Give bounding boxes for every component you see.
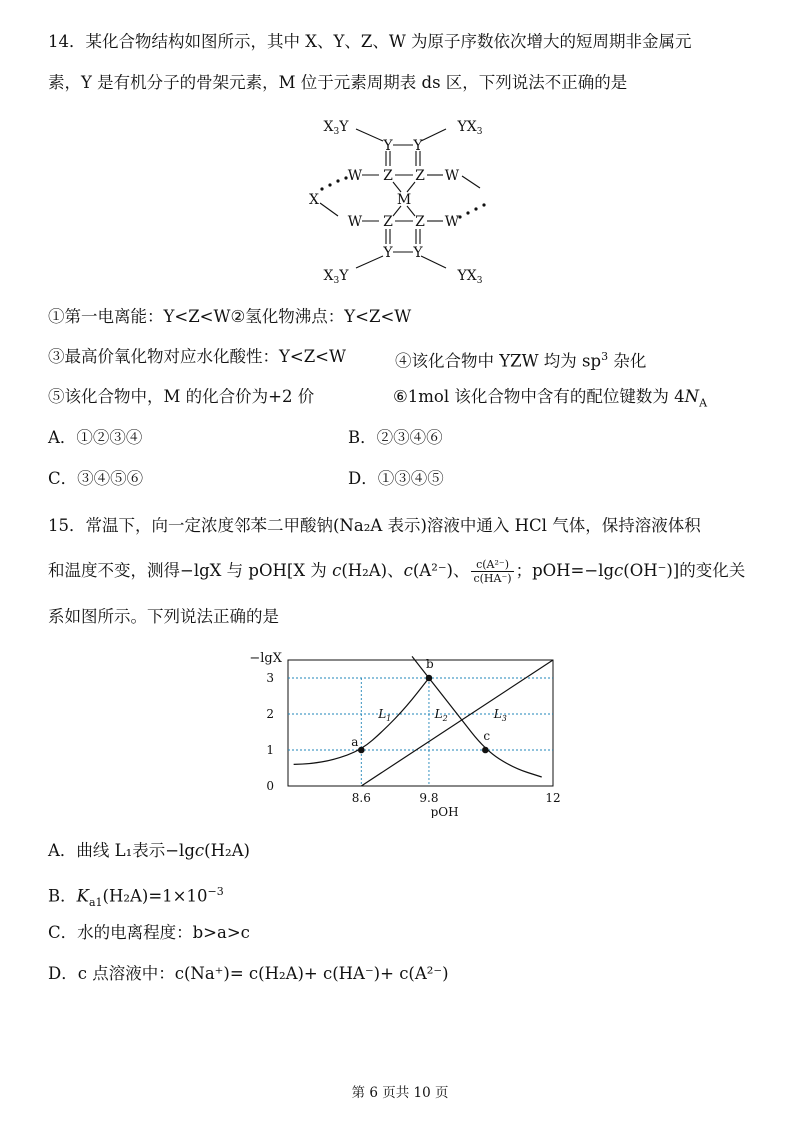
curve-label-2: $L_2$ bbox=[434, 707, 448, 723]
q15-option-c[interactable]: C．水的电离程度：b>a>c bbox=[48, 923, 250, 942]
point-b bbox=[426, 675, 433, 682]
svg-text:Z: Z bbox=[383, 214, 393, 230]
q14-structure-diagram bbox=[300, 108, 530, 298]
q14-option-a[interactable]: A．①②③④ bbox=[48, 428, 143, 447]
y-tick-label-1: 1 bbox=[266, 743, 274, 757]
svg-text:Z: Z bbox=[415, 214, 425, 230]
svg-text:YX3: $YX_3$ bbox=[457, 119, 483, 137]
y-axis-label: −lgX bbox=[249, 651, 282, 666]
atom-z: Z bbox=[383, 168, 393, 184]
q14-option-d[interactable]: D．①③④⑤ bbox=[348, 469, 444, 488]
q15-option-d[interactable]: D．c 点溶液中：c(Na⁺)= c(H₂A)+ c(HA⁻)+ c(A²⁻) bbox=[48, 964, 449, 983]
svg-text:Y: Y bbox=[413, 245, 423, 261]
q14-stem-line1: 14．某化合物结构如图所示，其中 X、Y、Z、W 为原子序数依次增大的短周期非金属元 bbox=[48, 32, 692, 51]
point-label-a: a bbox=[351, 735, 359, 749]
q15-option-a[interactable]: A．曲线 L₁表示−lgc(H₂A) bbox=[48, 841, 250, 860]
x-tick-label-12: 12 bbox=[545, 791, 561, 805]
x3y-upper-label: X bbox=[323, 119, 334, 135]
q14-statement-5: ⑤该化合物中，M 的化合价为+2 价 bbox=[48, 387, 315, 406]
svg-text:X3Y: $X_3Y$ bbox=[323, 119, 349, 137]
series-L2 bbox=[412, 656, 542, 777]
x-tick-label-9.8: 9.8 bbox=[419, 791, 439, 805]
atom-y: Y bbox=[383, 138, 393, 154]
q15-stem-line1: 15．常温下，向一定浓度邻苯二甲酸钠(Na₂A 表示)溶液中通入 HCl 气体，保持溶液体积 bbox=[48, 516, 701, 535]
point-a bbox=[358, 747, 365, 754]
q14-statements-line1: ①第一电离能：Y<Z<W②氢化物沸点：Y<Z<W bbox=[48, 307, 412, 326]
curve-label-3: $L_3$ bbox=[493, 707, 507, 723]
atom-w: W bbox=[347, 168, 363, 184]
x-axis-label: pOH bbox=[430, 805, 459, 818]
q14-option-c[interactable]: C．③④⑤⑥ bbox=[48, 469, 144, 488]
svg-text:Y: Y bbox=[383, 245, 393, 261]
q15-stem-line3: 系如图所示。下列说法正确的是 bbox=[48, 607, 279, 626]
point-c bbox=[482, 747, 489, 754]
q14-option-b[interactable]: B．②③④⑥ bbox=[348, 428, 443, 447]
svg-text:YX3: $YX_3$ bbox=[457, 268, 483, 286]
q14-statement-3: ③最高价氧化物对应水化酸性：Y<Z<W bbox=[48, 347, 346, 366]
yx3-upper-label: YX bbox=[457, 119, 477, 135]
svg-text:X3Y: $X_3Y$ bbox=[323, 268, 349, 286]
page-footer: 第 6 页共 10 页 bbox=[351, 1085, 449, 1101]
q14-statement-6: ⑥1mol 该化合物中含有的配位键数为 $4N_A$ bbox=[393, 387, 708, 410]
point-label-c: c bbox=[483, 729, 491, 743]
atom-x: X bbox=[309, 192, 319, 208]
x-tick-label-8.6: 8.6 bbox=[351, 791, 371, 805]
y-tick-label-0: 0 bbox=[266, 779, 274, 793]
curve-label-1: $L_1$ bbox=[378, 707, 392, 723]
atom-m: M bbox=[396, 192, 412, 208]
q15-stem-line2: 和温度不变，测得−lgX 与 pOH[X 为 c(H₂A)、c(A²⁻)、 $\frac{\text{c(A²⁻)}}{c(HA^-)}$ ；pOH=−lgc(OH⁻)]的变化关 bbox=[48, 558, 746, 585]
svg-text:W: W bbox=[347, 214, 363, 230]
svg-text:Z: Z bbox=[415, 168, 425, 184]
q14-statement-4: ④该化合物中 YZW 均为 $sp^3$ 杂化 bbox=[395, 350, 647, 371]
ratio-fraction: $\frac{\text{c(A²⁻)}}{c(HA^-)}$ bbox=[473, 558, 512, 585]
point-label-b: b bbox=[425, 657, 434, 671]
y-tick-label-3: 3 bbox=[266, 671, 274, 685]
q15-option-b[interactable]: B．$K_{a1}(H_2A)=1\times 10^{-3}$ bbox=[48, 885, 224, 909]
y-tick-label-2: 2 bbox=[266, 707, 274, 721]
q14-stem-line2: 素，Y 是有机分子的骨架元素，M 位于元素周期表 ds 区，下列说法不正确的是 bbox=[48, 73, 628, 92]
svg-text:W: W bbox=[444, 214, 460, 230]
q15-chart bbox=[238, 648, 568, 818]
svg-text:Y: Y bbox=[413, 138, 423, 154]
svg-text:W: W bbox=[444, 168, 460, 184]
